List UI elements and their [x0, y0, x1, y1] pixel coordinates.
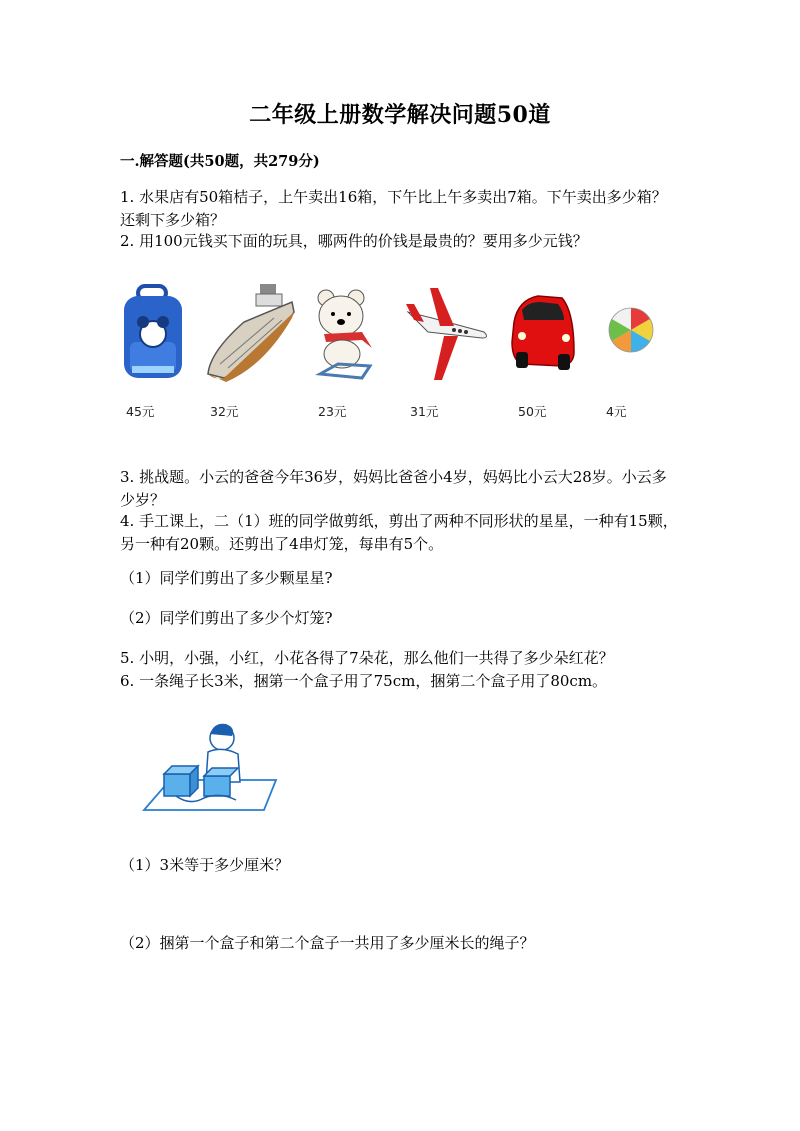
- question-4-2: （2）同学们剪出了多少个灯笼?: [120, 609, 333, 627]
- ball-icon: [606, 282, 656, 382]
- question-4-1: （1）同学们剪出了多少颗星星?: [120, 569, 333, 587]
- price-car: 50元: [518, 404, 547, 419]
- ship-icon: [204, 282, 296, 382]
- price-bear: 23元: [318, 404, 347, 419]
- question-2: 2. 用100元钱买下面的玩具，哪两件的价钱是最贵的？要用多少元钱？: [120, 232, 588, 250]
- toy-price-list: [116, 282, 676, 422]
- price-ship: 32元: [210, 404, 239, 419]
- bear-icon: [312, 282, 378, 382]
- price-airplane: 31元: [410, 404, 439, 419]
- backpack-icon: [116, 282, 196, 382]
- price-backpack: 45元: [126, 404, 155, 419]
- question-5: 5. 小明，小强，小红，小花各得了7朵花，那么他们一共得了多少朵红花？: [120, 649, 614, 667]
- question-6-2: （2）捆第一个盒子和第二个盒子一共用了多少厘米长的绳子？: [120, 934, 535, 952]
- page-title: 二年级上册数学解决问题50道: [249, 102, 551, 128]
- question-6-1: （1）3米等于多少厘米？: [120, 856, 290, 874]
- question-3: 3. 挑战题。小云的爸爸今年36岁，妈妈比爸爸小4岁，妈妈比小云大28岁。小云多少岁？: [120, 468, 667, 509]
- question-4: 4. 手工课上，二（1）班的同学做剪纸，剪出了两种不同形状的星星，一种有15颗，另一种有20颗。还剪出了4串灯笼，每串有5个。: [120, 512, 678, 553]
- price-ball: 4元: [606, 404, 627, 419]
- boy-tying-boxes-icon: [140, 722, 280, 814]
- toy-car: [508, 282, 598, 419]
- toy-bear: [312, 282, 402, 419]
- toy-ship: [204, 282, 294, 419]
- toy-ball: [606, 282, 696, 419]
- toy-backpack: [116, 282, 206, 419]
- airplane-icon: [404, 282, 490, 382]
- question-6: 6. 一条绳子长3米，捆第一个盒子用了75cm，捆第二个盒子用了80cm。: [120, 672, 608, 690]
- section-heading: 一.解答题(共50题，共279分): [120, 153, 320, 170]
- car-icon: [508, 282, 578, 382]
- toy-airplane: [404, 282, 494, 419]
- question-1: 1. 水果店有50箱桔子，上午卖出16箱，下午比上午多卖出7箱。下午卖出多少箱？还剩下多少箱？: [120, 188, 667, 229]
- illustration-boy-tying-boxes: [140, 722, 280, 818]
